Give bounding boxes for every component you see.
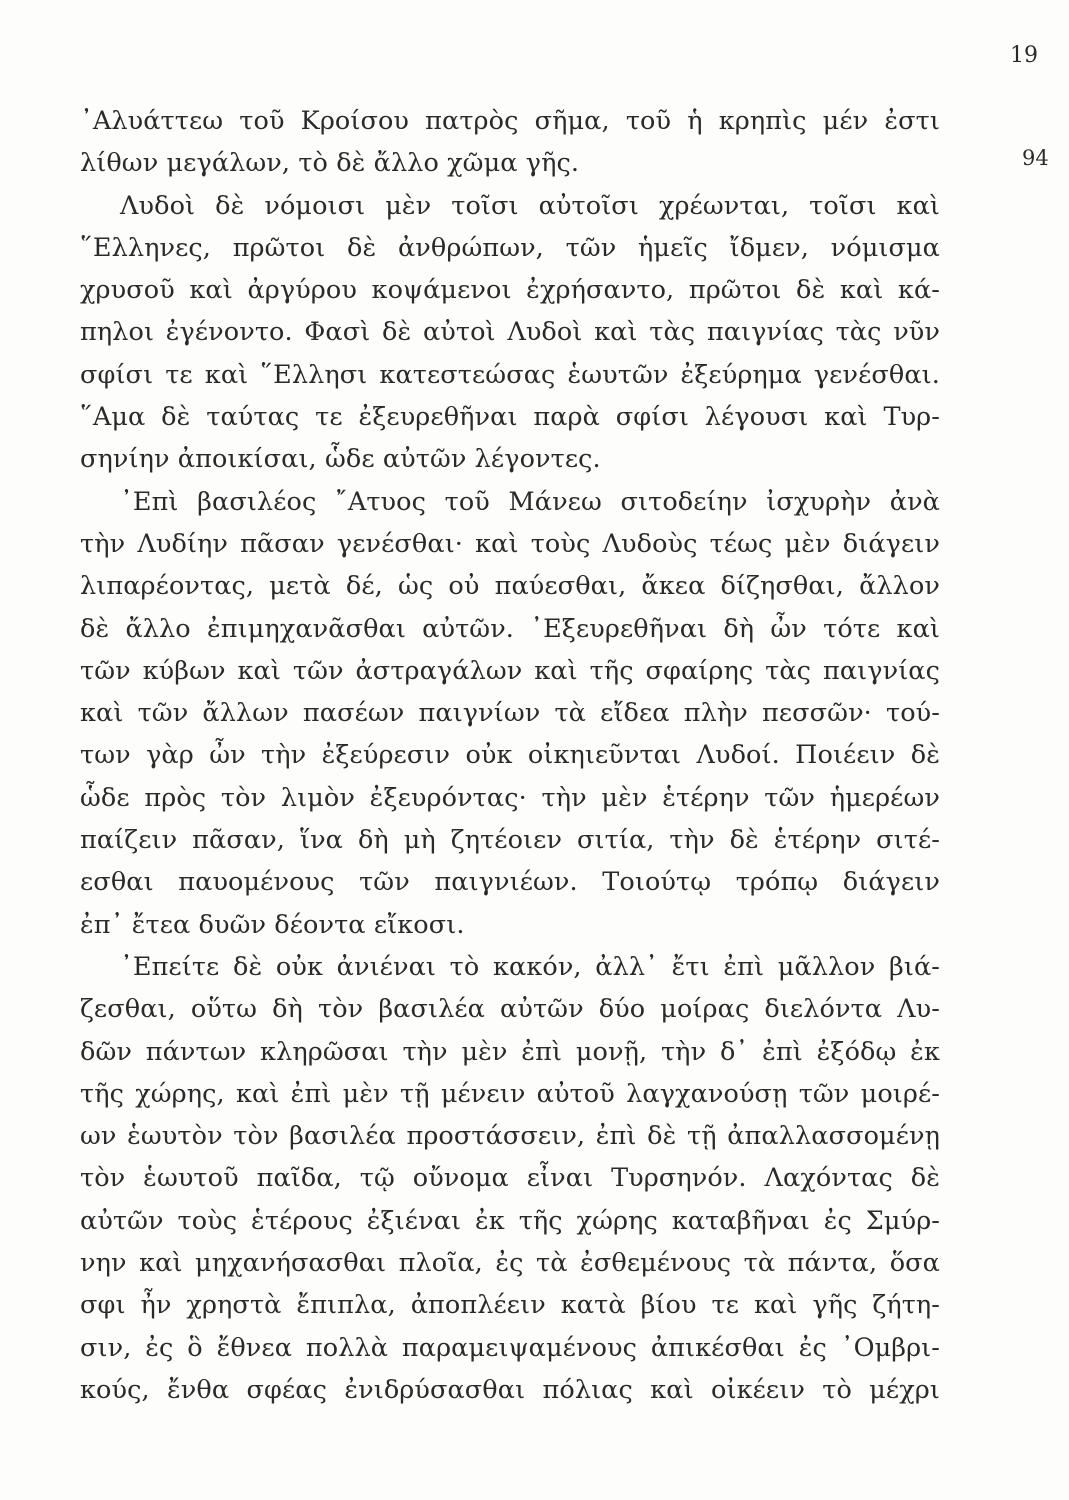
text-line: των γὰρ ὦν τὴν ἐξεύρεσιν οὐκ οἰκηιεῦνται Λυδοί. Ποιέειν δὲ [80, 740, 940, 771]
text-line: ων ἑωυτὸν τὸν βασιλέα προστάσσειν, ἐπὶ δὲ τῇ ἀπαλλασσομένῃ [80, 1121, 940, 1152]
text-line: Λυδοὶ δὲ νόμοισι μὲν τοῖσι αὐτοῖσι χρέωνται, τοῖσι καὶ [120, 190, 940, 221]
text-line: ᾿Επὶ βασιλέος ῎Ατυος τοῦ Μάνεω σιτοδείην ἰσχυρὴν ἀνὰ [120, 486, 940, 517]
text-line: ᾿Αλυάττεω τοῦ Κροίσου πατρὸς σῆμα, τοῦ ἡ κρηπὶς μέν ἐστι [80, 106, 940, 136]
text-line: ῞Ελληνες, πρῶτοι δὲ ἀνθρώπων, τῶν ἡμεῖς ἴδμεν, νόμισμα [80, 232, 940, 263]
text-line: πηλοι ἐγένοντο. Φασὶ δὲ αὐτοὶ Λυδοὶ καὶ τὰς παιγνίας τὰς νῦν [80, 317, 940, 348]
page-number: 19 [1010, 43, 1038, 68]
text-line: σφι ἦν χρηστὰ ἔπιπλα, ἀποπλέειν κατὰ βίου τε καὶ γῆς ζήτη- [80, 1290, 940, 1321]
text-line: σφίσι τε καὶ ῞Ελλησι κατεστεώσας ἑωυτῶν ἐξεύρημα γενέσθαι. [80, 359, 940, 390]
text-line: σηνίην ἀποικίσαι, ὧδε αὐτῶν λέγοντες. [80, 444, 601, 475]
text-line: ὧδε πρὸς τὸν λιμὸν ἐξευρόντας· τὴν μὲν ἑτέρην τῶν ἡμερέων [80, 782, 940, 813]
text-line: νην καὶ μηχανήσασθαι πλοῖα, ἐς τὰ ἐσθεμένους τὰ πάντα, ὅσα [80, 1248, 940, 1279]
text-line: αὐτῶν τοὺς ἑτέρους ἐξιέναι ἐκ τῆς χώρης καταβῆναι ἐς Σμύρ- [80, 1205, 940, 1236]
text-line: λίθων μεγάλων, τὸ δὲ ἄλλο χῶμα γῆς. [80, 148, 580, 179]
text-line: ῞Αμα δὲ ταύτας τε ἐξευρεθῆναι παρὰ σφίσι λέγουσι καὶ Τυρ- [80, 402, 940, 433]
text-line: τῶν κύβων καὶ τῶν ἀστραγάλων καὶ τῆς σφαίρης τὰς παιγνίας [80, 655, 940, 686]
text-line: τῆς χώρης, καὶ ἐπὶ μὲν τῇ μένειν αὐτοῦ λαγχανούσῃ τῶν μοιρέ- [80, 1078, 940, 1109]
text-line: λιπαρέοντας, μετὰ δέ, ὡς οὐ παύεσθαι, ἄκεα δίζησθαι, ἄλλον [80, 571, 940, 602]
text-line: εσθαι παυομένους τῶν παιγνιέων. Τοιούτῳ τρόπῳ διάγειν [80, 867, 940, 898]
text-line: χρυσοῦ καὶ ἀργύρου κοψάμενοι ἐχρήσαντο, πρῶτοι δὲ καὶ κά- [80, 275, 940, 306]
text-line: τὴν Λυδίην πᾶσαν γενέσθαι· καὶ τοὺς Λυδοὺς τέως μὲν διάγειν [80, 528, 940, 559]
text-line: δῶν πάντων κληρῶσαι τὴν μὲν ἐπὶ μονῇ, τὴν δ᾿ ἐπὶ ἐξόδῳ ἐκ [80, 1036, 940, 1067]
text-line: καὶ τῶν ἄλλων πασέων παιγνίων τὰ εἴδεα πλὴν πεσσῶν· τού- [80, 698, 940, 729]
body-text [80, 100, 940, 1411]
margin-section-number: 94 [1022, 146, 1049, 170]
text-line: τὸν ἑωυτοῦ παῖδα, τῷ οὔνομα εἶναι Τυρσηνόν. Λαχόντας δὲ [80, 1163, 940, 1194]
text-line: σιν, ἐς ὃ ἔθνεα πολλὰ παραμειψαμένους ἀπικέσθαι ἐς ᾿Ομβρι- [80, 1332, 940, 1363]
text-line: παίζειν πᾶσαν, ἵνα δὴ μὴ ζητέοιεν σιτία, τὴν δὲ ἑτέρην σιτέ- [80, 825, 940, 856]
text-line: ἐπ᾿ ἔτεα δυῶν δέοντα εἴκοσι. [80, 909, 465, 940]
text-line: κούς, ἔνθα σφέας ἐνιδρύσασθαι πόλιας καὶ οἰκέειν τὸ μέχρι [80, 1374, 940, 1405]
text-line: ᾿Επείτε δὲ οὐκ ἀνιέναι τὸ κακόν, ἀλλ᾿ ἔτι ἐπὶ μᾶλλον βιά- [120, 951, 940, 982]
text-line: δὲ ἄλλο ἐπιμηχανᾶσθαι αὐτῶν. ᾿Εξευρεθῆναι δὴ ὦν τότε καὶ [80, 613, 940, 644]
text-line: ζεσθαι, οὕτω δὴ τὸν βασιλέα αὐτῶν δύο μοίρας διελόντα Λυ- [80, 994, 940, 1025]
